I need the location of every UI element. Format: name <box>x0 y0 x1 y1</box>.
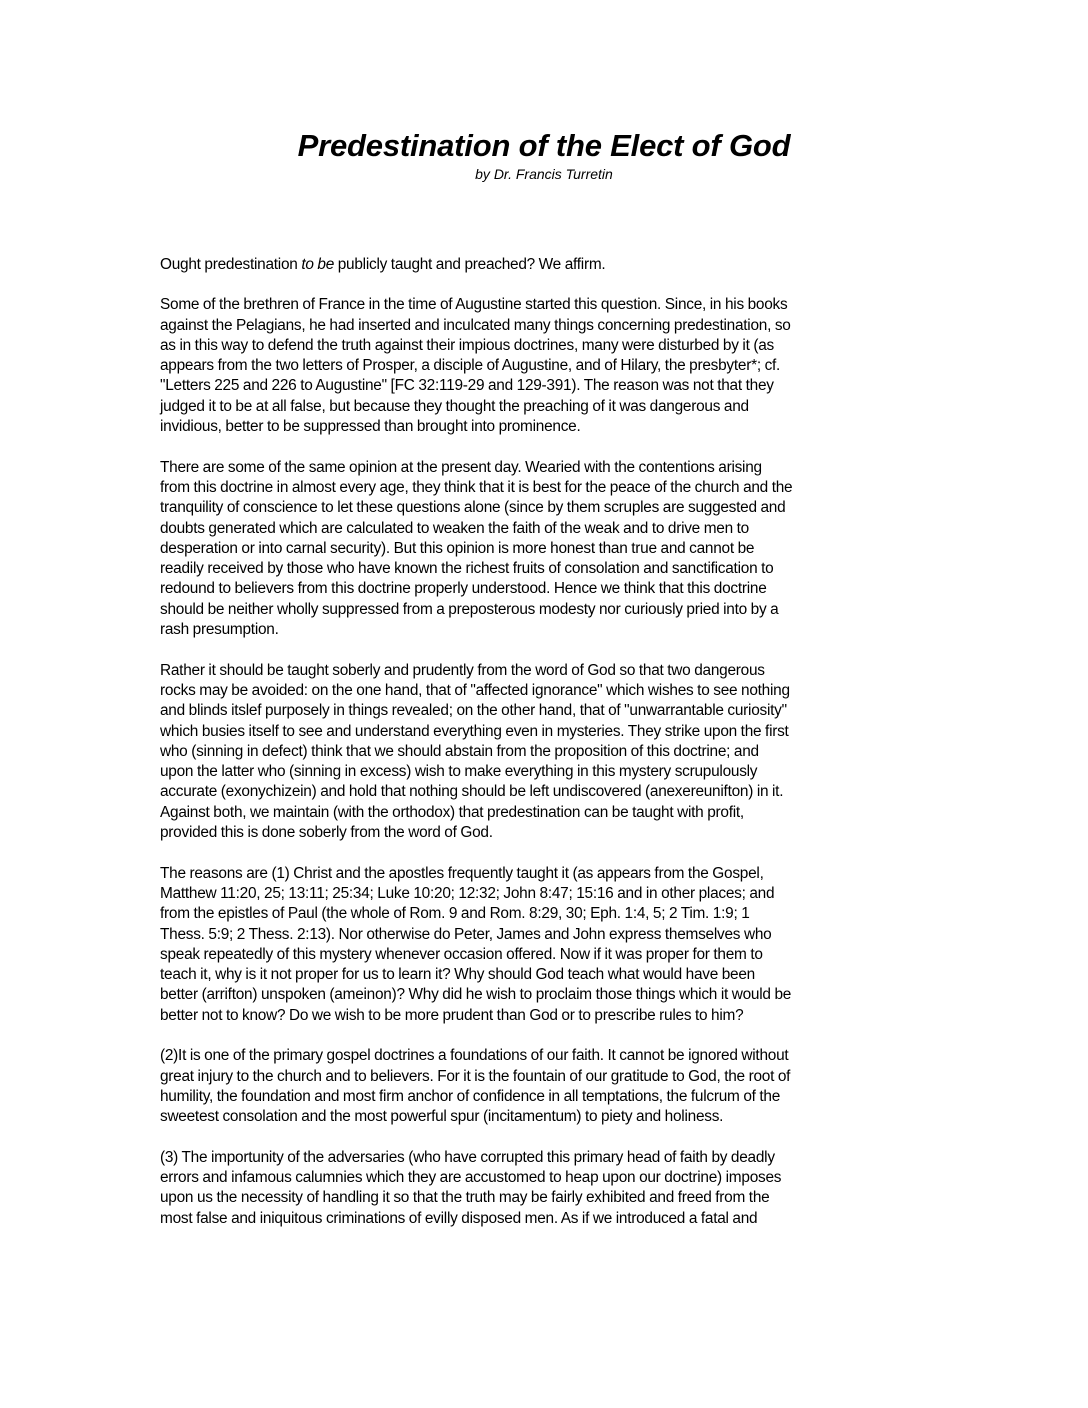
paragraph-line: errors and infamous calumnies which they are accustomed to heap upon our doctrine) imposes <box>160 1169 782 1187</box>
paragraph-line: better (arrifton) unspoken (ameinon)? Why did he wish to proclaim those things which it would be <box>160 986 792 1004</box>
paragraph-line: The reasons are (1) Christ and the apostles frequently taught it (as appears from the Gospel, <box>160 864 764 882</box>
paragraph-line: tranquility of conscience to let these questions alone (since by them scruples are suggested and <box>160 499 786 517</box>
paragraph-line: accurate (exonychizein) and hold that nothing should be left undiscovered (anexereunifton) in it. <box>160 783 784 801</box>
paragraph-line: (3) The importunity of the adversaries (who have corrupted this primary head of faith by deadly <box>160 1148 775 1166</box>
document-title: Predestination of the Elect of God <box>297 128 791 163</box>
document-byline: by Dr. Francis Turretin <box>475 166 613 182</box>
paragraph-line: most false and iniquitous criminations of evilly disposed men. As if we introduced a fatal and <box>160 1209 758 1227</box>
question-text-after: publicly taught and preached? We affirm. <box>334 256 606 273</box>
paragraph-line: upon us the necessity of handling it so that the truth may be fairly exhibited and freed from the <box>160 1189 770 1207</box>
paragraph-line: desperation or into carnal security). But this opinion is more honest than true and cannot be <box>160 539 755 557</box>
paragraph-line: upon the latter who (sinning in excess) wish to make everything in this mystery scrupulously <box>160 763 758 781</box>
paragraph-line: Matthew 11:20, 25; 13:11; 25:34; Luke 10:20; 12:32; John 8:47; 15:16 and in other places; and <box>160 884 775 902</box>
document-body <box>160 255 940 1249</box>
paragraph-line: There are some of the same opinion at the present day. Wearied with the contentions arising <box>160 458 762 476</box>
paragraph-line: Thess. 5:9; 2 Thess. 2:13). Nor otherwise do Peter, James and John express themselves who <box>160 925 772 943</box>
paragraph-line: rash presumption. <box>160 621 279 639</box>
paragraph-list <box>160 295 940 1229</box>
paragraph-line: invidious, better to be suppressed than brought into prominence. <box>160 418 581 436</box>
body-paragraph <box>160 661 940 844</box>
paragraph-line: from the epistles of Paul (the whole of Rom. 9 and Rom. 8:29, 30; Eph. 1:4, 5; 2 Tim. 1:9; 1 <box>160 905 750 923</box>
question-emphasis: to be <box>301 256 335 273</box>
opening-question <box>160 255 940 275</box>
paragraph-line: rocks may be avoided: on the one hand, that of "affected ignorance" which wishes to see nothing <box>160 681 790 699</box>
body-paragraph <box>160 1046 940 1127</box>
paragraph-line: Against both, we maintain (with the orthodox) that predestination can be taught with profit, <box>160 803 744 821</box>
body-paragraph <box>160 295 940 437</box>
paragraph-line: provided this is done soberly from the word of God. <box>160 824 493 842</box>
paragraph-line: sweetest consolation and the most powerful spur (incitamentum) to piety and holiness. <box>160 1108 724 1126</box>
paragraph-line: Some of the brethren of France in the time of Augustine started this question. Since, in his books <box>160 296 788 314</box>
paragraph-line: better not to know? Do we wish to be more prudent than God or to prescribe rules to him? <box>160 1006 744 1024</box>
paragraph-line: doubts generated which are calculated to weaken the faith of the weak and to drive men to <box>160 519 749 537</box>
body-paragraph <box>160 1148 940 1229</box>
paragraph-line: who (sinning in defect) think that we should abstain from the proposition of this doctrine; and <box>160 742 759 760</box>
paragraph-line: "Letters 225 and 226 to Augustine" [FC 32:119-29 and 129-391). The reason was not that they <box>160 377 774 395</box>
paragraph-line: should be neither wholly suppressed from a preposterous modesty nor curiously pried into by a <box>160 600 779 618</box>
paragraph-line: from this doctrine in almost every age, they think that it is best for the peace of the church and the <box>160 478 793 496</box>
paragraph-line: teach it, why is it not proper for us to learn it? Why should God teach what would have been <box>160 966 755 984</box>
paragraph-line: judged it to be at all false, but because they thought the preaching of it was dangerous and <box>160 397 749 415</box>
paragraph-line: as in this way to defend the truth against their impious doctrines, many were disturbed by it (as <box>160 336 774 354</box>
paragraph-line: appears from the two letters of Prosper, a disciple of Augustine, and of Hilary, the presbyter*; cf. <box>160 357 781 375</box>
paragraph-line: great injury to the church and to believers. For it is the fountain of our gratitude to God, the root of <box>160 1067 791 1085</box>
paragraph-line: redound to believers from this doctrine properly understood. Hence we think that this doctrine <box>160 580 767 598</box>
body-paragraph <box>160 458 940 641</box>
body-paragraph <box>160 864 940 1026</box>
paragraph-line: readily received by those who have known the richest fruits of consolation and sanctification to <box>160 560 774 578</box>
paragraph-line: and blinds itslef purposely in things revealed; on the other hand, that of "unwarrantable curiosity" <box>160 702 787 720</box>
paragraph-line: Rather it should be taught soberly and prudently from the word of God so that two dangerous <box>160 661 765 679</box>
paragraph-line: (2)It is one of the primary gospel doctrines a foundations of our faith. It cannot be ignored without <box>160 1047 789 1065</box>
question-text-before: Ought predestination <box>160 256 302 273</box>
paragraph-line: speak repeatedly of this mystery whenever occasion offered. Now if it was proper for them to <box>160 945 763 963</box>
paragraph-line: humility, the foundation and most firm anchor of confidence in all temptations, the fulcrum of the <box>160 1087 781 1105</box>
paragraph-line: which busies itself to see and understand everything even in mysteries. They strike upon the first <box>160 722 789 740</box>
paragraph-line: against the Pelagians, he had inserted and inculcated many things concerning predestination, so <box>160 316 791 334</box>
